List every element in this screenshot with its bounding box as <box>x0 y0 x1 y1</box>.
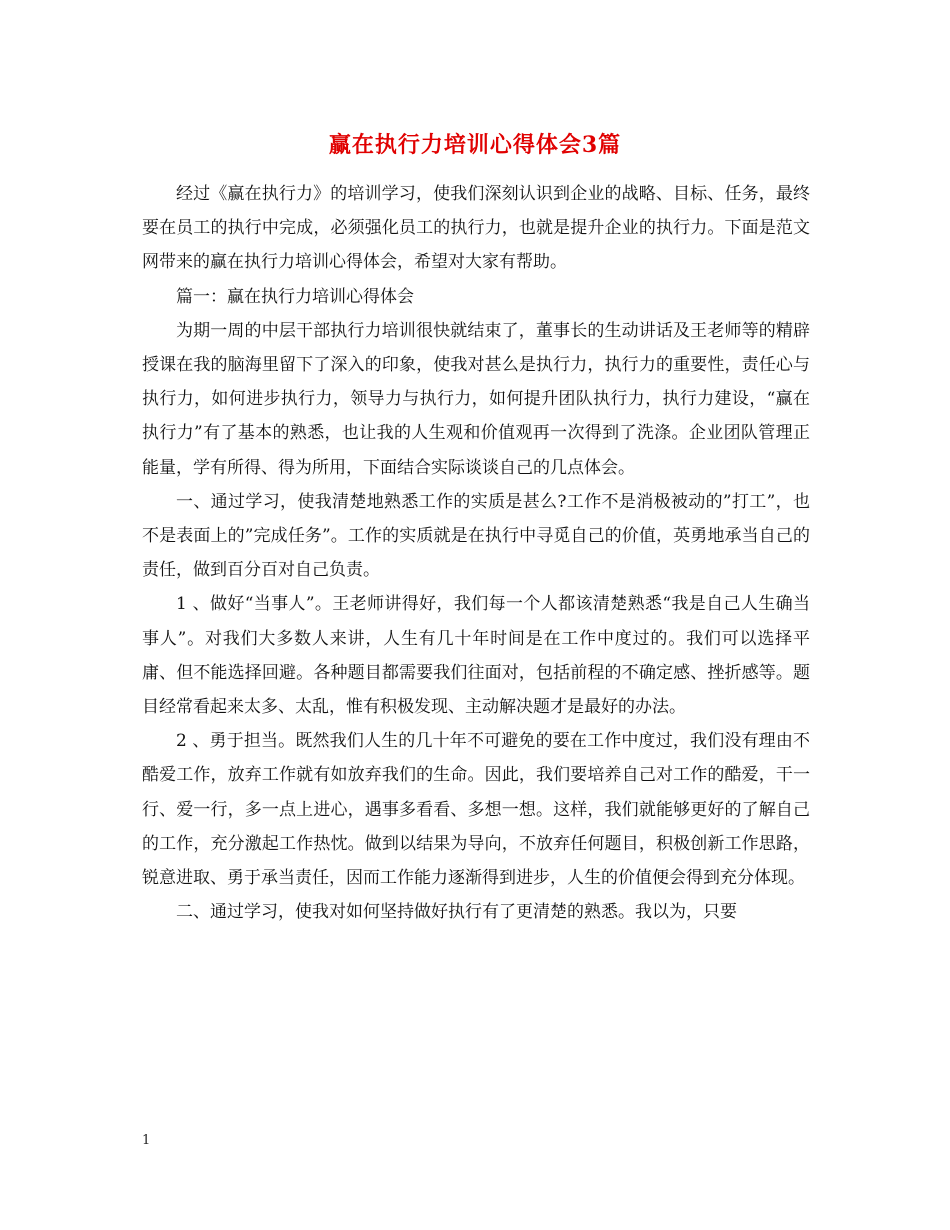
section-heading: 篇一：赢在执行力培训心得体会 <box>176 286 414 307</box>
body-paragraph: 二、通过学习，使我对如何坚持做好执行有了更清楚的熟悉。我以为，只要 <box>176 902 737 923</box>
document-title: 赢在执行力培训心得体会3篇 <box>328 132 622 158</box>
body-paragraph: 1 、做好“当事人”。王老师讲得好，我们每一个人都该清楚熟悉“我是自己人生确当事人”。对我们大多数人来讲，人生有几十年时间是在工作中度过的。我们可以选择平庸、但不能选择回避。各种题目都需要我们往面对，包括前程的不确定感、挫折感等。题目经常看起来太多、太乱，惟有积极发现、主动解决题才是最好的办法。 <box>142 594 810 718</box>
page-number: 1 <box>142 1133 151 1148</box>
body-paragraph: 一、通过学习，使我清楚地熟悉工作的实质是甚么?工作不是消极被动的”打工”，也不是表面上的”完成任务”。工作的实质就是在执行中寻觅自己的价值，英勇地承当自己的责任，做到百分百对自己负责。 <box>142 491 810 581</box>
body-paragraph: 为期一周的中层干部执行力培训很快就结束了，董事长的生动讲话及王老师等的精辟授课在我的脑海里留下了深入的印象，使我对甚么是执行力，执行力的重要性，责任心与执行力，如何进步执行力，领导力与执行力，如何提升团队执行力，执行力建设，“赢在执行力”有了基本的熟悉，也让我的人生观和价值观再一次得到了洗涤。企业团队管理正能量，学有所得、得为所用，下面结合实际谈谈自己的几点体会。 <box>142 320 810 478</box>
body-paragraph: 2 、勇于担当。既然我们人生的几十年不可避免的要在工作中度过，我们没有理由不酷爱工作，放弃工作就有如放弃我们的生命。因此，我们要培养自己对工作的酷爱，干一行、爱一行，多一点上进心，遇事多看看、多想一想。这样，我们就能够更好的了解自己的工作，充分激起工作热忱。做到以结果为导向，不放弃任何题目，积极创新工作思路，锐意进取、勇于承当责任，因而工作能力逐渐得到进步，人生的价值便会得到充分体现。 <box>142 731 810 889</box>
intro-paragraph: 经过《赢在执行力》的培训学习，使我们深刻认识到企业的战略、目标、任务，最终要在员工的执行中完成，必须强化员工的执行力，也就是提升企业的执行力。下面是范文网带来的赢在执行力培训心得体会，希望对大家有帮助。 <box>142 184 810 273</box>
document-body <box>142 177 810 929</box>
